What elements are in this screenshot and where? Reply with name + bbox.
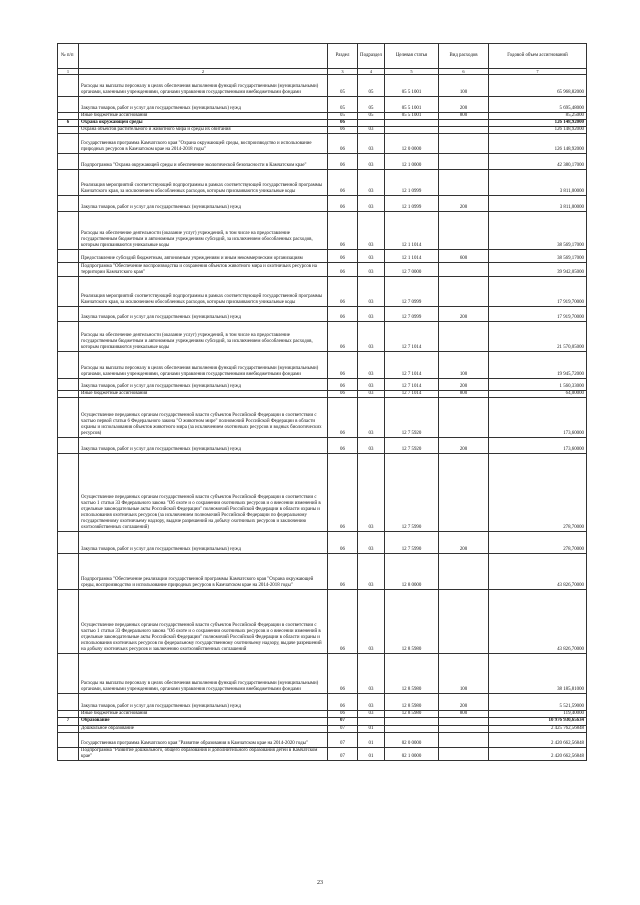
row-number — [58, 127, 79, 134]
row-description: Предоставление субсидий бюджетным, автономным учреждениям и иным некоммерческим организациям — [79, 250, 328, 263]
row-expense-type: 100 — [439, 352, 489, 379]
row-podrazdel: 03 — [358, 250, 385, 263]
row-expense-type: 600 — [439, 250, 489, 263]
row-podrazdel: 03 — [358, 263, 385, 277]
row-expense-type — [439, 322, 489, 352]
row-amount: 5 521,59000 — [489, 694, 587, 711]
row-number — [58, 196, 79, 212]
table-row — [58, 532, 587, 554]
row-expense-type: 200 — [439, 379, 489, 391]
row-expense-type: 200 — [439, 196, 489, 212]
row-target-article: 02 1 0000 — [385, 747, 439, 760]
row-description: Образование — [79, 718, 328, 725]
row-razdel: 06 — [328, 322, 358, 352]
header-name — [79, 44, 328, 69]
table-row — [58, 196, 587, 212]
row-amount: 126 148,92000 — [489, 134, 587, 154]
row-number — [58, 307, 79, 322]
row-amount: 126 148,92000 — [489, 120, 587, 127]
row-amount: 10 976 930,65634 — [489, 718, 587, 725]
row-podrazdel: 03 — [358, 379, 385, 391]
row-description: Расходы на выплаты персоналу в целях обеспечения выполнения функций государственными (муниципальными) органами, казенными учреждениями, органами управления государственными внебюджетными фондами — [79, 75, 328, 97]
row-podrazdel — [358, 718, 385, 725]
header-expense-type: Вид расходов — [439, 44, 489, 69]
row-description: Иные бюджетные ассигнования — [79, 391, 328, 398]
row-amount: 173,60000 — [489, 398, 587, 438]
row-expense-type — [439, 127, 489, 134]
row-target-article: 12 0 0000 — [385, 134, 439, 154]
row-number — [58, 379, 79, 391]
table-row — [58, 438, 587, 454]
row-number: 7 — [58, 718, 79, 725]
table-row — [58, 250, 587, 263]
row-number — [58, 532, 79, 554]
table-row — [58, 391, 587, 398]
row-description: Иные бюджетные ассигнования — [79, 711, 328, 718]
row-target-article: 05 5 1001 — [385, 75, 439, 97]
row-expense-type — [439, 747, 489, 760]
row-target-article — [385, 718, 439, 725]
row-podrazdel: 03 — [358, 391, 385, 398]
row-podrazdel — [358, 120, 385, 127]
table-header-row — [58, 44, 587, 69]
row-razdel: 06 — [328, 454, 358, 532]
table-row — [58, 590, 587, 654]
page-number: 23 — [317, 880, 323, 886]
row-razdel: 06 — [328, 379, 358, 391]
row-razdel: 06 — [328, 694, 358, 711]
row-expense-type: 800 — [439, 391, 489, 398]
row-razdel: 06 — [328, 352, 358, 379]
row-amount: 38 185,81000 — [489, 654, 587, 694]
row-number — [58, 438, 79, 454]
row-amount: 2 420 662,56848 — [489, 747, 587, 760]
row-target-article: 12 1 1014 — [385, 212, 439, 250]
column-index: 7 — [489, 69, 587, 75]
row-podrazdel: 03 — [358, 134, 385, 154]
table-row — [58, 398, 587, 438]
row-description: Закупка товаров, работ и услуг для государственных (муниципальных) нужд — [79, 438, 328, 454]
row-target-article: 12 7 1014 — [385, 391, 439, 398]
table-row — [58, 379, 587, 391]
row-description: Подпрограмма "Охрана окружающей среды и обеспечение экологической безопасности в Камчатском крае" — [79, 154, 328, 170]
row-razdel: 06 — [328, 170, 358, 196]
row-number — [58, 97, 79, 113]
row-description: Расходы на выплаты персоналу в целях обеспечения выполнения функций государственными (муниципальными) органами, казенными учреждениями, органами управления государственными внебюджетными фондами — [79, 654, 328, 694]
table-row — [58, 154, 587, 170]
table-row — [58, 127, 587, 134]
row-razdel: 05 — [328, 75, 358, 97]
row-podrazdel: 03 — [358, 307, 385, 322]
row-number — [58, 134, 79, 154]
row-target-article: 12 7 1014 — [385, 352, 439, 379]
row-expense-type — [439, 454, 489, 532]
row-expense-type: 800 — [439, 113, 489, 120]
row-amount: 278,70000 — [489, 532, 587, 554]
row-podrazdel: 03 — [358, 532, 385, 554]
row-podrazdel: 03 — [358, 590, 385, 654]
table-body — [58, 75, 587, 761]
row-description: Закупка товаров, работ и услуг для государственных (муниципальных) нужд — [79, 532, 328, 554]
row-podrazdel: 03 — [358, 352, 385, 379]
row-podrazdel: 03 — [358, 127, 385, 134]
table-row — [58, 75, 587, 97]
row-target-article: 12 1 0999 — [385, 170, 439, 196]
row-number — [58, 654, 79, 694]
row-description: Охрана объектов растительного и животного мира и среды их обитания — [79, 127, 328, 134]
row-number — [58, 391, 79, 398]
row-target-article: 05 5 1001 — [385, 97, 439, 113]
row-podrazdel: 03 — [358, 694, 385, 711]
row-description: Подпрограмма "Обеспечение воспроизводства и сохранения объектов животного мира и охотничьих ресурсов на территории Камчатского края" — [79, 263, 328, 277]
row-target-article: 12 7 1014 — [385, 379, 439, 391]
row-amount: 43 826,70000 — [489, 554, 587, 590]
table-row — [58, 718, 587, 725]
row-number — [58, 263, 79, 277]
row-podrazdel: 03 — [358, 438, 385, 454]
header-target-article: Целевая статья — [385, 44, 439, 69]
table-row — [58, 277, 587, 307]
row-podrazdel: 03 — [358, 398, 385, 438]
column-index: 1 — [58, 69, 79, 75]
table-row — [58, 322, 587, 352]
row-target-article: 12 8 5980 — [385, 654, 439, 694]
row-target-article: 12 8 5980 — [385, 590, 439, 654]
header-podrazdel: Подраздел — [358, 44, 385, 69]
row-amount: 2 425 762,56848 — [489, 725, 587, 732]
row-podrazdel: 03 — [358, 277, 385, 307]
table-row — [58, 352, 587, 379]
row-amount: 278,70000 — [489, 454, 587, 532]
row-amount: 5 695,48000 — [489, 97, 587, 113]
row-number — [58, 398, 79, 438]
row-podrazdel: 03 — [358, 711, 385, 718]
header-num: № п/п — [58, 44, 79, 69]
column-index: 2 — [79, 69, 328, 75]
row-podrazdel: 03 — [358, 212, 385, 250]
row-number — [58, 454, 79, 532]
row-target-article: 12 7 0999 — [385, 307, 439, 322]
row-description: Осуществление переданных органам государственной власти субъектов Российской Федерации в соответствии с частью 1 статьи 33 Федерального закона "Об охоте и о сохранении охотничьих ресурсов и о внесении изменений в отдельные законодательные акты Российской Федерации" полномочий Российской Федерации в области охраны и использования охотничьих ресурсов (за исключением полномочий Российской Федерации по федеральному государственному охотничьему надзору, выдаче разрешений на добычу охотничьих ресурсов и заключению охотхозяйственных соглашений) — [79, 454, 328, 532]
row-number — [58, 352, 79, 379]
row-amount: 21 570,05000 — [489, 322, 587, 352]
row-podrazdel: 05 — [358, 75, 385, 97]
row-amount: 38 569,17000 — [489, 212, 587, 250]
row-number — [58, 590, 79, 654]
row-target-article — [385, 725, 439, 732]
column-index: 5 — [385, 69, 439, 75]
row-podrazdel: 01 — [358, 747, 385, 760]
row-number — [58, 732, 79, 747]
row-amount: 38 569,17000 — [489, 250, 587, 263]
row-expense-type — [439, 134, 489, 154]
column-index: 6 — [439, 69, 489, 75]
row-amount: 17 919,70000 — [489, 307, 587, 322]
row-number — [58, 322, 79, 352]
row-description: Охрана окружающей среды — [79, 120, 328, 127]
row-razdel: 06 — [328, 554, 358, 590]
row-razdel: 06 — [328, 307, 358, 322]
row-razdel: 07 — [328, 718, 358, 725]
row-expense-type — [439, 718, 489, 725]
row-razdel: 05 — [328, 97, 358, 113]
row-description: Закупка товаров, работ и услуг для государственных (муниципальных) нужд — [79, 379, 328, 391]
column-index: 4 — [358, 69, 385, 75]
row-number — [58, 725, 79, 732]
table-row — [58, 307, 587, 322]
row-number — [58, 554, 79, 590]
table-row — [58, 113, 587, 120]
row-razdel: 06 — [328, 154, 358, 170]
row-expense-type: 800 — [439, 711, 489, 718]
row-expense-type — [439, 398, 489, 438]
row-description: Расходы на обеспечение деятельности (оказание услуг) учреждений, в том числе на предоставление государственным бюджетным и автономным учреждениям субсидий, за исключением обособленных расходов, которым присваиваются уникальные коды — [79, 212, 328, 250]
row-razdel: 06 — [328, 120, 358, 127]
table-row — [58, 554, 587, 590]
table-row — [58, 725, 587, 732]
row-expense-type — [439, 732, 489, 747]
row-description: Закупка товаров, работ и услуг для государственных (муниципальных) нужд — [79, 97, 328, 113]
row-razdel: 07 — [328, 732, 358, 747]
table-row — [58, 120, 587, 127]
row-target-article: 05 5 1001 — [385, 113, 439, 120]
row-expense-type — [439, 277, 489, 307]
row-podrazdel: 03 — [358, 170, 385, 196]
table-row — [58, 732, 587, 747]
table-row — [58, 170, 587, 196]
row-target-article: 12 1 0999 — [385, 196, 439, 212]
row-razdel: 06 — [328, 127, 358, 134]
row-amount: 85,25000 — [489, 113, 587, 120]
budget-table — [57, 43, 587, 761]
row-description: Государственная программа Камчатского края "Развитие образования в Камчатском крае на 2014-2020 годы" — [79, 732, 328, 747]
row-expense-type — [439, 590, 489, 654]
row-description: Подпрограмма "Обеспечение реализации государственной программы Камчатского края "Охрана окружающей среды, воспроизводство и использование природных ресурсов в Камчатском крае на 2014-2018 годы" — [79, 554, 328, 590]
row-amount: 2 420 662,56848 — [489, 732, 587, 747]
row-description: Осуществление переданных органам государственной власти субъектов Российской Федерации в соответствии с частью первой статьи 6 Федерального закона "О животном мире" полномочий Российской Федерации в области охраны и использования объектов животного мира (за исключением охотничьих ресурсов и водных биологических ресурсов) — [79, 398, 328, 438]
row-target-article: 12 7 0000 — [385, 263, 439, 277]
row-podrazdel: 01 — [358, 732, 385, 747]
row-description: Осуществление переданных органам государственной власти субъектов Российской Федерации в соответствии с частью 1 статьи 33 Федерального закона "Об охоте и о сохранении охотничьих ресурсов и о внесении изменений в отдельные законодательные акты Российской Федерации" полномочий Российской Федерации в области охраны и использования охотничьих ресурсов по федеральному государственному охотничьему надзору, выдаче разрешений на добычу охотничьих ресурсов и заключению охотхозяйственных соглашений — [79, 590, 328, 654]
row-razdel: 06 — [328, 438, 358, 454]
row-expense-type — [439, 120, 489, 127]
row-expense-type: 200 — [439, 532, 489, 554]
table-row — [58, 694, 587, 711]
row-description: Иные бюджетные ассигнования — [79, 113, 328, 120]
row-amount: 19 945,72000 — [489, 352, 587, 379]
row-expense-type: 100 — [439, 654, 489, 694]
row-number: 6 — [58, 120, 79, 127]
row-description: Закупка товаров, работ и услуг для государственных (муниципальных) нужд — [79, 307, 328, 322]
row-description: Закупка товаров, работ и услуг для государственных (муниципальных) нужд — [79, 694, 328, 711]
table-row — [58, 212, 587, 250]
row-target-article: 12 8 0000 — [385, 554, 439, 590]
row-description: Реализация мероприятий соответствующей подпрограммы в рамках соответствующей государственной программы Камчатского края, за исключением обособленных расходов, которым присваиваются уникальные коды — [79, 277, 328, 307]
row-target-article: 02 0 0000 — [385, 732, 439, 747]
row-razdel: 06 — [328, 134, 358, 154]
row-number — [58, 694, 79, 711]
row-razdel: 06 — [328, 398, 358, 438]
table-row — [58, 263, 587, 277]
row-number — [58, 170, 79, 196]
row-target-article: 12 7 1014 — [385, 322, 439, 352]
row-podrazdel: 05 — [358, 97, 385, 113]
row-description: Закупка товаров, работ и услуг для государственных (муниципальных) нужд — [79, 196, 328, 212]
row-podrazdel: 01 — [358, 725, 385, 732]
row-target-article: 12 1 0000 — [385, 154, 439, 170]
row-razdel: 07 — [328, 725, 358, 732]
row-amount: 17 919,70000 — [489, 277, 587, 307]
row-amount: 39 942,05000 — [489, 263, 587, 277]
row-amount: 173,60000 — [489, 438, 587, 454]
row-expense-type: 200 — [439, 694, 489, 711]
row-expense-type: 100 — [439, 75, 489, 97]
row-description: Расходы на выплаты персоналу в целях обеспечения выполнения функций государственными (муниципальными) органами, казенными учреждениями, органами управления государственными внебюджетными фондами — [79, 352, 328, 379]
row-target-article — [385, 120, 439, 127]
row-number — [58, 250, 79, 263]
row-podrazdel: 03 — [358, 454, 385, 532]
row-amount: 65 968,82000 — [489, 75, 587, 97]
row-expense-type — [439, 725, 489, 732]
row-amount: 43 826,70000 — [489, 590, 587, 654]
row-expense-type — [439, 554, 489, 590]
row-description: Подпрограмма "Развитие дошкольного, общего образования и дополнительного образования детей в Камчатском крае" — [79, 747, 328, 760]
row-description: Расходы на обеспечение деятельности (оказание услуг) учреждений, в том числе на предоставление государственным бюджетным и автономным учреждениям субсидий, за исключением обособленных расходов, которым присваиваются уникальные коды — [79, 322, 328, 352]
row-podrazdel: 03 — [358, 654, 385, 694]
row-amount: 119,40000 — [489, 711, 587, 718]
row-razdel: 06 — [328, 263, 358, 277]
row-description: Реализация мероприятий соответствующей подпрограммы в рамках соответствующей государственной программы Камчатского края, за исключением обособленных расходов, которым присваиваются уникальные коды — [79, 170, 328, 196]
row-number — [58, 212, 79, 250]
header-razdel: Раздел — [328, 44, 358, 69]
row-podrazdel: 05 — [358, 113, 385, 120]
row-razdel: 06 — [328, 711, 358, 718]
row-description: Дошкольное образование — [79, 725, 328, 732]
row-expense-type — [439, 170, 489, 196]
table-row — [58, 134, 587, 154]
header-annual-amount: Годовой объем ассигнований — [489, 44, 587, 69]
row-razdel: 06 — [328, 391, 358, 398]
row-amount: 64,00000 — [489, 391, 587, 398]
row-expense-type: 200 — [439, 307, 489, 322]
row-number — [58, 154, 79, 170]
row-podrazdel: 03 — [358, 554, 385, 590]
row-podrazdel: 03 — [358, 154, 385, 170]
row-razdel: 06 — [328, 250, 358, 263]
column-index: 3 — [328, 69, 358, 75]
table-row — [58, 711, 587, 718]
row-number — [58, 711, 79, 718]
row-expense-type — [439, 263, 489, 277]
row-target-article — [385, 127, 439, 134]
row-number — [58, 75, 79, 97]
row-target-article: 12 8 5980 — [385, 694, 439, 711]
row-razdel: 06 — [328, 532, 358, 554]
row-razdel: 05 — [328, 113, 358, 120]
row-target-article: 12 7 5920 — [385, 398, 439, 438]
row-amount: 42 380,17000 — [489, 154, 587, 170]
row-podrazdel: 03 — [358, 322, 385, 352]
table-row — [58, 747, 587, 760]
row-razdel: 06 — [328, 196, 358, 212]
row-amount: 126 148,92000 — [489, 127, 587, 134]
row-amount: 3 811,00000 — [489, 170, 587, 196]
row-number — [58, 747, 79, 760]
row-expense-type: 200 — [439, 97, 489, 113]
row-razdel: 06 — [328, 654, 358, 694]
row-target-article: 12 7 5990 — [385, 454, 439, 532]
row-amount: 3 811,00000 — [489, 196, 587, 212]
row-amount: 1 560,33000 — [489, 379, 587, 391]
row-razdel: 07 — [328, 747, 358, 760]
table-row — [58, 654, 587, 694]
row-number — [58, 277, 79, 307]
row-expense-type: 200 — [439, 438, 489, 454]
row-number — [58, 113, 79, 120]
row-razdel: 06 — [328, 277, 358, 307]
table-row — [58, 454, 587, 532]
row-target-article: 12 8 5980 — [385, 711, 439, 718]
row-target-article: 12 7 0999 — [385, 277, 439, 307]
row-target-article: 12 7 5990 — [385, 532, 439, 554]
table-row — [58, 97, 587, 113]
row-razdel: 06 — [328, 212, 358, 250]
row-podrazdel: 03 — [358, 196, 385, 212]
row-description: Государственная программа Камчатского края "Охрана окружающей среды, воспроизводство и использование природных ресурсов в Камчатском крае на 2014-2018 годы" — [79, 134, 328, 154]
row-expense-type — [439, 154, 489, 170]
row-target-article: 12 1 1014 — [385, 250, 439, 263]
row-target-article: 12 7 5920 — [385, 438, 439, 454]
row-expense-type — [439, 212, 489, 250]
row-razdel: 06 — [328, 590, 358, 654]
